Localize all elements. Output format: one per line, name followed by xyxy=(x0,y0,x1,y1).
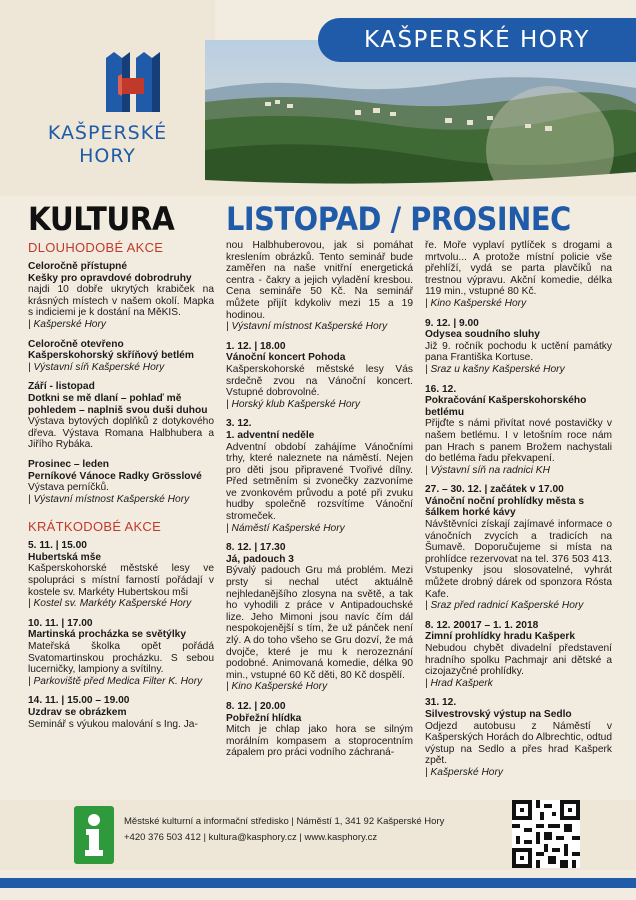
town-landscape-photo xyxy=(205,40,636,196)
event-text: Bývalý padouch Gru má problém. Mezi prsty si nechal utéct aktuálně nejhledanějšího zlosyna na světě, a tak ho vyhodili z práce v Antipadouchské lize. Jeho Mimoni jsou navíc čím dál nespokojenější s tím, že už pánček není zlý. A do toho všeho se Gru dozví, že má dvojče, které je mu k nerozeznání podobné. Animovaná komedie, délka 90 min., vstupné 60 Kč děti, 80 Kč dospělí. xyxy=(226,565,413,681)
event-name: Vánoční koncert Pohoda xyxy=(226,352,346,364)
event-place: | Výstavní síň Kašperské Hory xyxy=(28,361,165,373)
section-title-long-term: DLOUHODOBÉ AKCE xyxy=(28,240,164,255)
event-name: Dotkni se mě dlaní – pohlaď mě pohledem – naplniš svou duši duhou xyxy=(28,392,208,416)
event-date: 8. 12. | 17.30 xyxy=(226,542,286,554)
event-place: | Sraz před radnicí Kašperské Hory xyxy=(425,600,584,612)
castle-towers-logo-icon xyxy=(104,52,162,112)
event-item xyxy=(425,484,612,612)
brand-line-1: KAŠPERSKÉ xyxy=(47,122,168,144)
headline-kultura: KULTURA xyxy=(28,200,175,238)
event-item xyxy=(226,701,413,759)
footer xyxy=(0,792,636,900)
footer-blue-bar xyxy=(0,878,636,888)
event-name: Zimní prohlídky hradu Kašperk xyxy=(425,631,576,643)
event-name: Perníkové Vánoce Radky Grösslové xyxy=(28,470,202,482)
header xyxy=(0,0,636,196)
event-item xyxy=(425,240,612,310)
column-1 xyxy=(28,240,214,738)
event-text: Mitch je chlap jako hora se silným morálním kompasem a stoprocentním zápalem pro práci vodního záchraná- xyxy=(226,724,413,759)
event-place: | Výstavní místnost Kašperské Hory xyxy=(226,321,388,333)
logo-panel xyxy=(0,0,215,196)
event-place: | Kino Kašperské Hory xyxy=(425,297,527,309)
event-date: 14. 11. | 15.00 – 19.00 xyxy=(28,695,130,707)
event-text: Přijďte s námi přivítat nové postavičky v našem betlému. I v letošním roce nám pan Hrach s panem Brožem nachystali do betléma řadu překvapení. xyxy=(425,418,612,465)
event-text: Již 9. ročník pochodu k uctění památky pana Františka Kortuse. xyxy=(425,340,612,364)
event-date: 3. 12. xyxy=(226,418,252,430)
event-item xyxy=(28,381,214,451)
event-item xyxy=(226,240,413,333)
event-text: Mateřská školka opět pořádá Svatomartinskou procházku. S sebou lucerničky, lampiony a svítilny. xyxy=(28,641,214,676)
brand-line-2: HORY xyxy=(79,145,136,167)
event-name: Kešky pro opravdové dobrodruhy xyxy=(28,272,192,284)
headline-months: LISTOPAD / PROSINEC xyxy=(226,200,571,238)
event-date: 10. 11. | 17.00 xyxy=(28,617,93,629)
event-item xyxy=(425,620,612,690)
column-2 xyxy=(226,240,413,767)
event-item xyxy=(28,339,214,374)
footer-address: Městské kulturní a informační středisko | Náměstí 1, 341 92 Kašperské Hory xyxy=(124,816,445,827)
event-name: Odysea soudního sluhy xyxy=(425,329,540,341)
event-name: Hubertská mše xyxy=(28,551,102,563)
event-date: 9. 12. | 9.00 xyxy=(425,317,479,329)
event-date: 8. 12. | 20.00 xyxy=(226,700,286,712)
event-text: Kašperskohorské městské lesy Vás srdečně zvou na Vánoční koncert. Vstupné dobrovolné. xyxy=(226,363,413,399)
event-item xyxy=(28,695,214,730)
event-date: Prosinec – leden xyxy=(28,458,109,470)
event-place: | Výstavní síň na radnici KH xyxy=(425,464,550,476)
brand-name xyxy=(0,122,215,168)
event-name: Já, padouch 3 xyxy=(226,553,294,565)
event-name: Kašperskohorský skříňový betlém xyxy=(28,350,194,362)
event-date: 5. 11. | 15.00 xyxy=(28,540,87,552)
event-text: Výstava perníčků. xyxy=(28,482,109,494)
event-text: Adventní období zahájíme Vánočními trhy, které naleznete na náměstí. Nejen pro děti jsou připravené Tvořivé dílny. Před setměním si zvonečky zazvoníme ve zvonkovém průvodu a poté při zvuku hudby společně rozsvítíme Vánoční stromeček. xyxy=(226,441,413,523)
section-title-short-term: KRÁTKODOBÉ AKCE xyxy=(28,519,162,535)
event-name: Uzdrav se obrázkem xyxy=(28,707,127,718)
event-item xyxy=(226,341,413,411)
event-name: Pokračování Kašperskohorského betlému xyxy=(425,395,587,418)
event-place: | Horský klub Kašperské Hory xyxy=(226,398,360,410)
event-date: Celoročně otevřeno xyxy=(28,338,124,350)
event-text: Nebudou chybět divadelní představení hradního spolku Pachmajr ani dětské a cizojazyčné prohlídky. xyxy=(425,643,612,678)
event-place: | Sraz u kašny Kašperské Hory xyxy=(425,363,565,375)
event-place: | Náměstí Kašperské Hory xyxy=(226,522,345,534)
event-text: Odjezd autobusu z Náměstí v Kašperských Horách do Albrechtic, odtud výstup na Sedlo a přes hrad Kašperk zpět. xyxy=(425,720,612,767)
column-3 xyxy=(425,240,612,787)
event-place: | Hrad Kašperk xyxy=(425,677,493,689)
event-name: Martinská procházka se světýlky xyxy=(28,629,186,641)
event-item xyxy=(425,697,612,778)
event-item xyxy=(28,618,214,688)
event-text: Návštěvníci získají zajímavé informace o vánočních zvycích a tradicích na Šumavě. Doporučujeme si místa na prohlídce rezervovat na tel. 376 503 413. Vstupenky jsou slosovatelné, vyhrát můžete drobný dárek od sponzora Rósta Kafe. xyxy=(425,519,612,600)
event-date: 8. 12. 20017 – 1. 1. 2018 xyxy=(425,619,539,631)
event-date: 16. 12. xyxy=(425,383,457,395)
event-item xyxy=(425,384,612,477)
event-text: nou Halbhuberovou, jak si pomáhat kreslením obrázků. Tento seminář bude zaměřen na naše vnitřní energetická centra - čakry a jejich vyladění kresbou. Cena semináře 50 Kč. Na seminář můžete přijít kdykoliv mezi 15 a 19 hodinou. xyxy=(226,240,413,321)
event-text: ře. Moře vyplaví pytlíček s drogami a mrtvolu... A protože místní policie vše přehlíží, vydá se parta plavčíků na trestnou výpravu. Akční komedie, délka 119 min., vstupné 80 Kč. xyxy=(425,240,612,298)
event-item xyxy=(425,318,612,376)
event-text: Seminář s výukou malování s Ing. Ja- xyxy=(28,718,198,730)
footer-contacts: +420 376 503 412 | kultura@kasphory.cz | www.kasphory.cz xyxy=(124,832,378,843)
info-center-icon xyxy=(74,806,114,864)
event-name: Silvestrovský výstup na Sedlo xyxy=(425,708,572,720)
event-place: | Parkoviště před Medica Filter K. Hory xyxy=(28,675,203,687)
event-item xyxy=(28,540,214,610)
event-place: | Kašperské Hory xyxy=(28,318,106,330)
event-place: | Kašperské Hory xyxy=(425,766,503,778)
event-place: | Kostel sv. Markéty Kašperské Hory xyxy=(28,598,192,610)
event-name: Pobřežní hlídka xyxy=(226,712,302,724)
event-item xyxy=(226,542,413,693)
info-letter-icon xyxy=(79,812,109,858)
event-item xyxy=(226,418,413,534)
event-place: | Kino Kašperské Hory xyxy=(226,681,328,693)
event-text: Výstava bytových doplňků z dotykového dřeva. Výstava Romana Halbhubera a Jiřího Rybáka. xyxy=(28,416,214,451)
event-name: Vánoční noční prohlídky města s šálkem horké kávy xyxy=(425,495,585,519)
event-text: najdi 10 dobře ukrytých krabiček na krásných místech v našem okolí. Mapka s indiciemi je k dostání na MěKIS. xyxy=(28,284,214,319)
event-date: 31. 12. xyxy=(425,697,457,709)
event-date: 27. – 30. 12. | začátek v 17.00 xyxy=(425,484,564,496)
event-date: Celoročně přístupné xyxy=(28,261,128,272)
event-item xyxy=(28,261,214,331)
town-title-bar: KAŠPERSKÉ HORY xyxy=(318,18,636,62)
event-text: Kašperskohorské městské lesy ve spolupráci s místní farností pořádají v kostele sv. Markéty Hubertskou mši xyxy=(28,563,214,598)
event-name: 1. adventní neděle xyxy=(226,429,315,441)
event-place: | Výstavní místnost Kašperské Hory xyxy=(28,493,190,505)
event-date: Září - listopad xyxy=(28,381,95,393)
qr-code-icon xyxy=(512,800,580,868)
event-date: 1. 12. | 18.00 xyxy=(226,340,286,352)
event-item xyxy=(28,459,214,505)
